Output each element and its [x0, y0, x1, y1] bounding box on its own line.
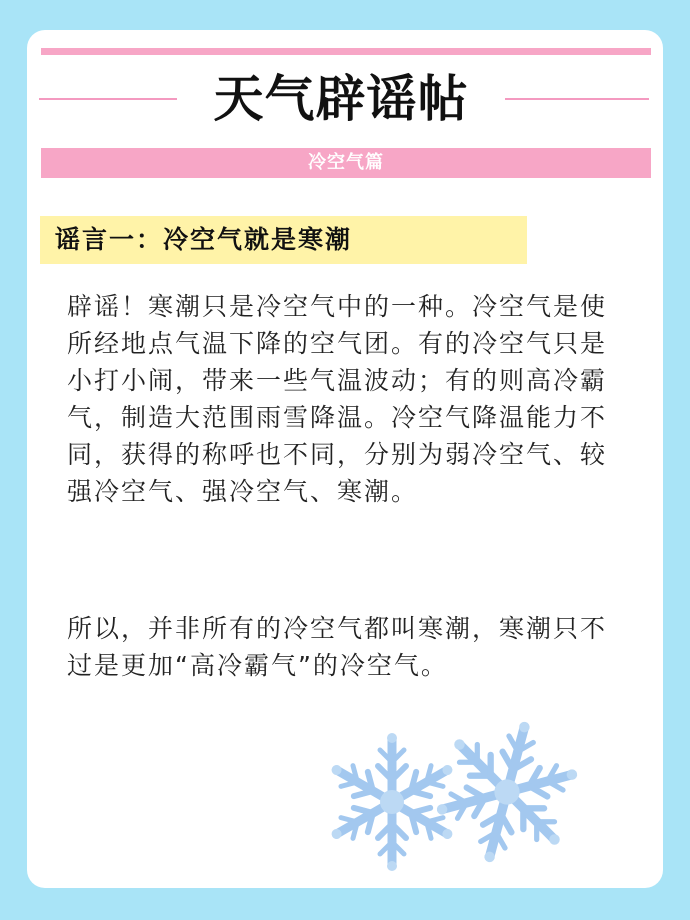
- rumor-heading-box: [40, 216, 527, 264]
- debunk-paragraph-2: 所以，并非所有的冷空气都叫寒潮，寒潮只不过是更加“高冷霸气”的冷空气。: [67, 614, 608, 680]
- rumor-heading: 谣言一：冷空气就是寒潮: [55, 225, 353, 254]
- snowflake-icon: [307, 710, 647, 880]
- top-accent-bar: [41, 48, 651, 55]
- debunk-paragraph-1: 辟谣！寒潮只是冷空气中的一种。冷空气是使所经地点气温下降的空气团。有的冷空气只是小打小闹，带来一些气温波动；有的则高冷霸气，制造大范围雨雪降温。冷空气降温能力不同，获得的称呼也不同，分别为弱冷空气、较强冷空气、强冷空气、寒潮。: [67, 292, 608, 506]
- subtitle-banner: 冷空气篇: [41, 148, 651, 178]
- page-title: 天气辟谣帖: [213, 70, 469, 128]
- title-divider-left: [39, 98, 177, 100]
- title-divider-right: [505, 98, 649, 100]
- post-card: [27, 30, 663, 888]
